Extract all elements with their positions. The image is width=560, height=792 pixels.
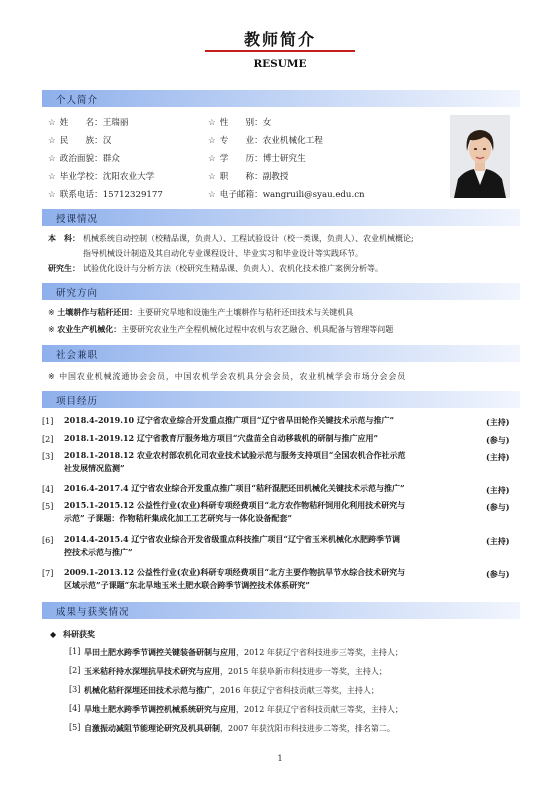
project-text: 2014.4-2015.4 辽宁省农业综合开发省级重点科技推广项目“辽宁省玉米机械化水肥跨季节调	[64, 534, 400, 544]
project-role: (主持)	[486, 417, 510, 427]
section-title: 社会兼职	[56, 350, 99, 361]
award-title: 玉米秸秆持水深埋抗旱技术研究与应用	[84, 666, 220, 676]
award-number: [5]	[69, 723, 81, 732]
star-icon: ☆	[48, 154, 56, 164]
portrait-illustration	[450, 115, 510, 198]
award-detail: ，2016 年获辽宁省科技贡献三等奖，主持人；	[212, 686, 379, 695]
star-icon: ☆	[208, 136, 216, 146]
title-underline	[205, 50, 355, 52]
section-title: 研究方向	[56, 288, 99, 299]
award-detail: ，2012 年获辽宁省科技进步三等奖，主持人；	[236, 648, 403, 657]
info-text: 专 业：农业机械化工程	[219, 136, 323, 146]
research-item	[48, 324, 393, 335]
award-number: [3]	[69, 685, 81, 694]
award-item	[84, 685, 379, 696]
social-roles-text: 中国农业机械流通协会会员，中国农机学会农机具分会会员，农业机械学会市场分会会员	[59, 372, 407, 381]
section-title: 项目经历	[56, 396, 99, 407]
info-major	[208, 134, 323, 146]
project-role: (参与)	[486, 435, 510, 445]
teaching-grad-label: 研究生：	[48, 263, 80, 273]
info-gender	[208, 116, 271, 128]
section-title: 授课情况	[56, 214, 99, 225]
project-role: (参与)	[486, 569, 510, 579]
project-text: 2018.1-2019.12 辽宁省教育厅服务地方项目“穴盘苗全自动移栽机的研制与推广应用”	[64, 433, 379, 443]
info-email	[208, 188, 365, 200]
project-number: [1]	[42, 417, 54, 426]
info-text: 政治面貌：群众	[59, 154, 120, 164]
info-text: 毕业学校：沈阳农业大学	[59, 172, 155, 182]
project-number: [4]	[42, 485, 54, 494]
info-text: 电子邮箱：wangruili@syau.edu.cn	[219, 190, 365, 200]
info-text: 联系电话：15712329177	[59, 190, 163, 200]
reference-mark-icon: ※	[48, 372, 56, 381]
award-detail: ，2007 年获沈阳市科技进步二等奖，排名第二。	[220, 724, 395, 733]
project-item	[64, 432, 472, 445]
page-number: 1	[277, 754, 283, 763]
project-role: (主持)	[486, 485, 510, 495]
section-header-teaching	[42, 209, 520, 226]
project-number: [2]	[42, 435, 54, 444]
project-text: 2018.4-2019.10 辽宁省农业综合开发重点推广项目“辽宁省旱田轮作关键技术示范与推广”	[64, 415, 395, 425]
star-icon: ☆	[48, 190, 56, 200]
project-number: [5]	[42, 502, 54, 511]
project-number: [6]	[42, 536, 54, 545]
project-item	[64, 499, 472, 525]
star-icon: ☆	[208, 118, 216, 128]
section-header-research	[42, 283, 520, 300]
star-icon: ☆	[48, 172, 56, 182]
info-ethnicity	[48, 134, 111, 146]
award-detail: ，2012 年获辽宁省科技贡献三等奖，主持人；	[236, 705, 403, 714]
section-header-social	[42, 345, 520, 362]
project-number: [7]	[42, 569, 54, 578]
section-title: 个人简介	[56, 95, 99, 106]
project-item	[64, 533, 472, 559]
award-detail: ，2015 年获阜新市科技进步一等奖，主持人；	[220, 667, 387, 676]
research-item	[48, 307, 353, 318]
award-item	[84, 666, 387, 677]
award-title: 旱地土肥水跨季节调控机械系统研究与应用	[84, 704, 236, 714]
profile-photo	[450, 115, 510, 198]
project-text: 2016.4-2017.4 辽宁省农业综合开发重点推广项目“秸秆混肥还田机械化关键技术示范与推广”	[64, 483, 405, 493]
project-text: 2015.1-2015.12 公益性行业(农业)科研专项经费项目“北方农作物秸秆饲用化利用技术研究与	[64, 500, 406, 510]
info-degree	[208, 152, 306, 164]
project-role: (主持)	[486, 536, 510, 546]
star-icon: ☆	[48, 118, 56, 128]
research-item-label: 农业生产机械化：	[57, 324, 122, 334]
teaching-grad-text: 试验优化设计与分析方法（校研究生精品课、负责人）、农机化技术推广案例分析等。	[83, 264, 383, 273]
award-title: 旱田土肥水跨季节调控关键装备研制与应用	[84, 647, 236, 657]
section-title: 成果与获奖情况	[56, 607, 130, 618]
awards-heading	[50, 629, 95, 640]
project-item	[64, 449, 472, 475]
section-header-awards	[42, 602, 520, 619]
project-text: 2018.1-2018.12 农业农村部农机化司农业技术试验示范与服务支持项目“全国农机合作社示范	[64, 450, 406, 460]
project-item	[64, 482, 472, 495]
star-icon: ☆	[48, 136, 56, 146]
info-phone	[48, 188, 163, 200]
award-title: 自激振动减阻节能理论研究及机具研制	[84, 723, 220, 733]
info-text: 职 称：副教授	[219, 172, 289, 182]
project-text: 示范” 子课题：作物秸秆集成化加工工艺研究与一体化设备配套”	[64, 513, 292, 523]
info-text: 民 族：汉	[59, 136, 112, 146]
project-text: 2009.1-2013.12 公益性行业(农业)科研专项经费项目“北方主要作物抗旱节水综合技术研究与	[64, 567, 406, 577]
social-roles	[48, 371, 406, 382]
award-number: [1]	[69, 647, 81, 656]
award-number: [4]	[69, 704, 81, 713]
info-name	[48, 116, 128, 128]
research-item-text: 主要研究旱地和设施生产土壤耕作与秸秆还田技术与关键机具	[137, 308, 354, 317]
awards-heading-text: 科研获奖	[62, 629, 95, 639]
project-text: 区域示范”子课题“东北旱地玉米土肥水联合跨季节调控技术体系研究”	[64, 580, 310, 590]
award-number: [2]	[69, 666, 81, 675]
project-text: 控技术示范与推广”	[64, 547, 133, 557]
teaching-undergrad-text: 机械系统自动控制（校精品课，负责人）、工程试验设计（校一类课，负责人）、农业机械概论;	[83, 234, 414, 243]
award-title: 机械化秸秆深埋还田技术示范与推广	[84, 685, 212, 695]
star-icon: ☆	[208, 172, 216, 182]
research-item-label: 土壤耕作与秸秆还田：	[57, 307, 138, 317]
diamond-bullet-icon: ◆	[50, 630, 57, 639]
project-role: (参与)	[486, 502, 510, 512]
info-text: 性 别：女	[219, 118, 272, 128]
award-item	[84, 723, 395, 734]
project-item	[64, 414, 472, 427]
project-text: 社发展情况监测”	[64, 463, 125, 473]
award-item	[84, 704, 403, 715]
info-school	[48, 170, 154, 182]
reference-mark-icon: ※	[48, 325, 55, 334]
section-header-projects	[42, 391, 520, 408]
research-item-text: 主要研究农业生产全程机械化过程中农机与农艺融合、机具配备与管理等问题	[121, 325, 394, 334]
star-icon: ☆	[208, 190, 216, 200]
page-subtitle: RESUME	[253, 58, 307, 70]
project-role: (主持)	[486, 452, 510, 462]
teaching-undergrad-text: 指导机械设计制造及其自动化专业课程设计、毕业实习和毕业设计等实践环节。	[83, 249, 363, 258]
info-text: 姓 名：王瑞丽	[59, 118, 129, 128]
section-header-personal	[42, 90, 520, 107]
star-icon: ☆	[208, 154, 216, 164]
award-item	[84, 647, 403, 658]
info-title	[208, 170, 288, 182]
teaching-undergrad-label: 本 科：	[48, 233, 80, 243]
info-text: 学 历：博士研究生	[219, 154, 306, 164]
page-title: 教师简介	[243, 30, 316, 49]
info-politics	[48, 152, 120, 164]
reference-mark-icon: ※	[48, 308, 55, 317]
project-number: [3]	[42, 452, 54, 461]
project-item	[64, 566, 472, 592]
